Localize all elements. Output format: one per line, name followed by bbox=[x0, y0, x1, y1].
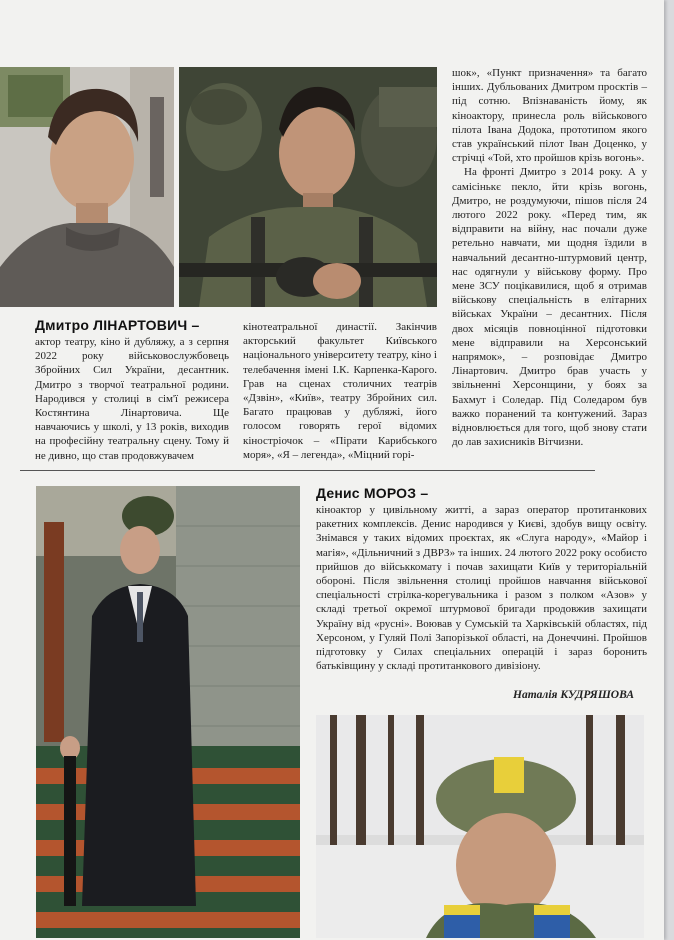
linartovych-column-1 bbox=[35, 316, 229, 463]
photo-moroz-suit bbox=[36, 486, 300, 938]
linartovych-column-3 bbox=[452, 66, 647, 449]
linartovych-text-3b: На фронті Дмитро з 2014 року. А у самісінькє пекло, йти крізь вогонь, Дмитро, не роздумуючи, пішов після 24 лютого 2022 року. «Перед тим, як відправити на війну, нас почали дуже ретельно навчати, ми щодня їздили в навчальний десантно-штурмовий центр, нас одягнули у військову форму. Про мене ЗСУ поцікавилися, щоб я отримав військову спеціальність в елітарних військах України – десантних. Після двох місяців повноцінної підготовки мене відправили на Херсонський напрямок», – розповідає Дмитро Лінартович. Дмитро брав участь у звільненні Херсонщини, у боях за Бахмут і Соледар. Під Соледаром був важко поранений та контужений. Зараз відновлюється для того, щоб знову стати до лав захисників Вітчизни. bbox=[452, 166, 647, 449]
linartovych-name: Дмитро ЛІНАРТОВИЧ – bbox=[35, 317, 200, 333]
linartovych-text-3a: шок», «Пункт призначення» та багато інших. Дубльованих Дмитром просктів – під сотню. Впізнаваність йому, як кіноактору, принесла роль військового пілота Івана Додока, прототипом якого став український пілот Іван Доценко, у стрічці «Той, хто пройшов крізь вогонь». bbox=[452, 67, 647, 165]
moroz-name: Денис МОРОЗ – bbox=[316, 485, 429, 501]
linartovych-text-1: актор театру, кіно й дубляжу, а з серпня 2022 року військовослужбовець Збройних Сил України, десантник. Дмитро з творчої театральної родини. Народився у столиці в сім'ї режисера Костянтина Лінартовича. Ще навчаючись у школі, у 13 років, виходив на професійну театральну сцену. Тому й не дивно, що став продовжувачем bbox=[35, 336, 229, 462]
section-divider bbox=[20, 470, 595, 471]
photo-moroz-soldier bbox=[316, 715, 644, 938]
photo-linartovych-soldier bbox=[179, 67, 437, 307]
author-signature: Наталія КУДРЯШОВА bbox=[513, 689, 634, 701]
photo-linartovych-portrait bbox=[0, 67, 174, 307]
moroz-column bbox=[316, 484, 647, 673]
linartovych-column-2 bbox=[243, 320, 437, 462]
linartovych-text-2: кінотеатральної династії. Закінчив акторський факультет Київського національного університету театру, кіно і телебачення імені І.К. Карпенка-Карого. Грав на сценах столичних театрів «Дзвін», «Київ», театру Збройних сил. Багато працював у дубляжі, його голосом говорять герої відомих кіностріочок – «Пірати Карибського моря», «Я – легенда», «Міцний горі- bbox=[243, 321, 437, 461]
moroz-text: кіноактор у цивільному житті, а зараз оператор протитанкових ракетних комплексів. Денис народився у Києві, здобув вищу освіту. Знімався у таких відомих проєктах, як «Слуга народу», «Майор і магія», «Дільничний з ДВРЗ» та інших. 24 лютого 2022 року особисто прийшов до військкомату і почав захищати Київ у територіальній обороні. Після звільнення столиці пройшов навчання військової спеціальності стрілка-корегувальника і разом з полком «Азов» у складі третьої окремої штурмової бригади продовжив захищати Україну від «русні». Воював у Сумській та Харківській областях, під Херсоном, у Гуляй Полі Запорізької області, на Донеччині. Пройшов підготовку у Силах спеціальних операцій і зараз боронить батьківщину у складі протитанкового дивізіону. bbox=[316, 504, 647, 673]
